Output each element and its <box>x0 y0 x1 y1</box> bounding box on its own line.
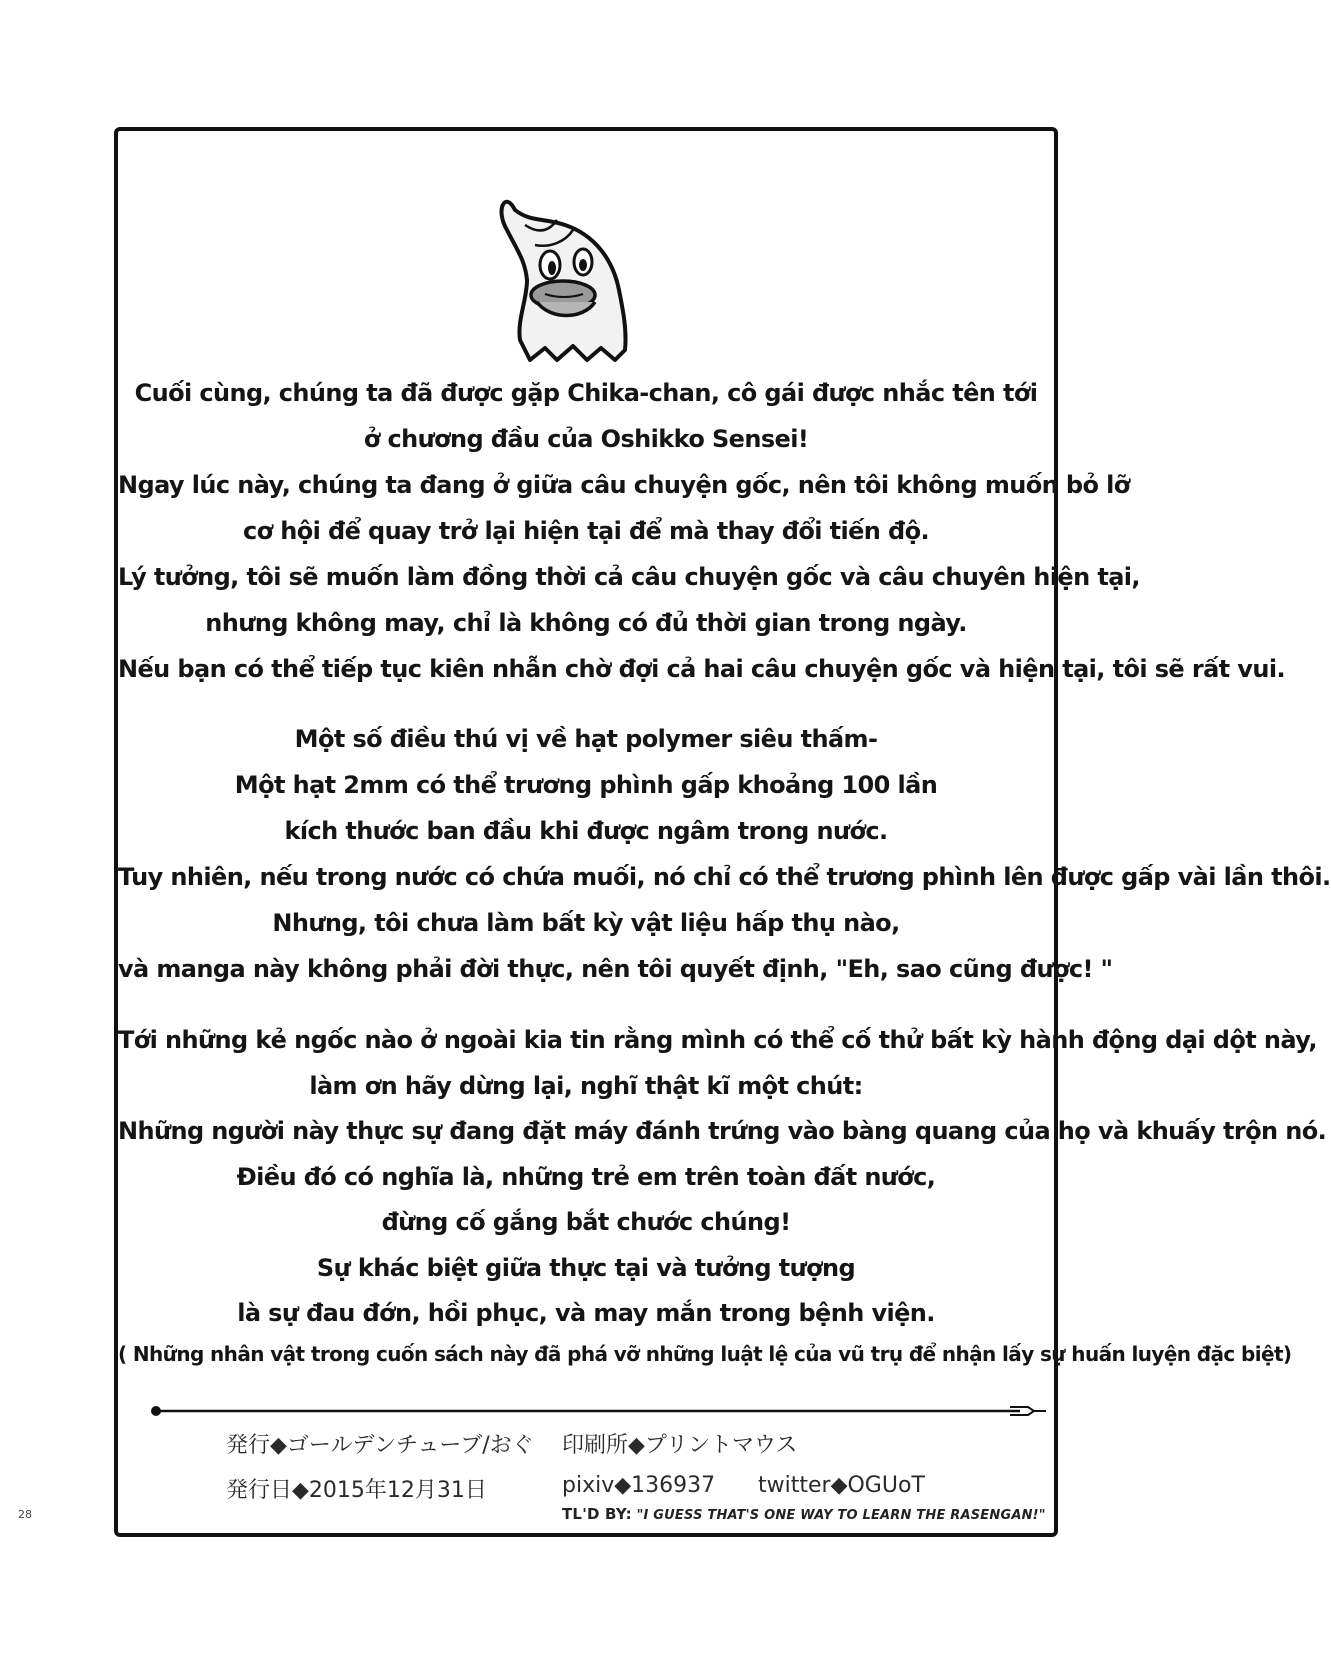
text-line: Nhưng, tôi chưa làm bất kỳ vật liệu hấp thụ nào, <box>272 909 900 937</box>
text-line: Tới những kẻ ngốc nào ở ngoài kia tin rằng mình có thể cố thử bất kỳ hành động dại dột này, <box>118 1026 1317 1054</box>
text-line: Điều đó có nghĩa là, những trẻ em trên toàn đất nước, <box>236 1162 936 1191</box>
text-line: Ngay lúc này, chúng ta đang ở giữa câu chuyện gốc, nên tôi không muốn bỏ lỡ <box>118 471 1130 499</box>
text-line: Nếu bạn có thể tiếp tục kiên nhẫn chờ đợi cả hai câu chuyện gốc và hiện tại, tôi sẽ rất vui. <box>118 655 1285 683</box>
text-line: Một số điều thú vị về hạt polymer siêu thấm- <box>294 725 878 753</box>
text-line: ở chương đầu của Oshikko Sensei! <box>363 425 809 453</box>
colophon-pixiv: pixiv◆136937 <box>562 1473 716 1498</box>
text-line: Một hạt 2mm có thể trương phình gấp khoảng 100 lần <box>234 771 938 799</box>
text-line: đừng cố gắng bắt chước chúng! <box>381 1208 791 1236</box>
text-line: làm ơn hãy dừng lại, nghĩ thật kĩ một chút: <box>309 1071 863 1100</box>
colophon-printer: 印刷所◆プリントマウス <box>562 1433 798 1458</box>
translator-credit <box>562 1505 1046 1523</box>
disclaimer-footnote: ( Những nhân vật trong cuốn sách này đã phá vỡ những luật lệ của vũ trụ để nhận lấy sự huấn luyện đặc biệt) <box>118 1342 1292 1366</box>
paragraph-warning <box>118 1018 1327 1337</box>
text-line: Lý tưởng, tôi sẽ muốn làm đồng thời cả câu chuyện gốc và câu chuyên hiện tại, <box>118 563 1140 591</box>
text-line: Tuy nhiên, nếu trong nước có chứa muối, nó chỉ có thể trương phình lên được gấp vài lần thôi. <box>118 863 1331 891</box>
paragraph-authors-note <box>118 370 1285 692</box>
colophon-date: 発行日◆2015年12月31日 <box>226 1478 487 1503</box>
translator-text: "I GUESS THAT'S ONE WAY TO LEARN THE RASENGAN!" <box>636 1508 1046 1523</box>
colophon-publisher: 発行◆ゴールデンチューブ/おぐ <box>226 1433 534 1458</box>
text-line: cơ hội để quay trở lại hiện tại để mà thay đổi tiến độ. <box>242 517 930 545</box>
ghost-mascot-icon <box>495 190 655 365</box>
text-line: nhưng không may, chỉ là không có đủ thời gian trong ngày. <box>205 609 967 637</box>
text-line: kích thước ban đầu khi được ngâm trong nước. <box>284 817 888 845</box>
text-line: Sự khác biệt giữa thực tại và tưởng tượng <box>316 1253 856 1282</box>
text-line: là sự đau đớn, hồi phục, và may mắn trong bệnh viện. <box>237 1299 935 1327</box>
paragraph-polymer-facts <box>118 716 1331 992</box>
divider-line <box>150 1404 1050 1418</box>
translator-label: TL'D BY: <box>562 1505 632 1523</box>
text-line: và manga này không phải đời thực, nên tôi quyết định, "Eh, sao cũng được! " <box>118 955 1113 983</box>
page-number: 28 <box>18 1508 32 1521</box>
colophon-twitter: twitter◆OGUoT <box>758 1473 925 1498</box>
text-line: Những người này thực sự đang đặt máy đánh trứng vào bàng quang của họ và khuấy trộn nó. <box>118 1117 1327 1145</box>
text-line: Cuối cùng, chúng ta đã được gặp Chika-chan, cô gái được nhắc tên tới <box>134 379 1038 407</box>
